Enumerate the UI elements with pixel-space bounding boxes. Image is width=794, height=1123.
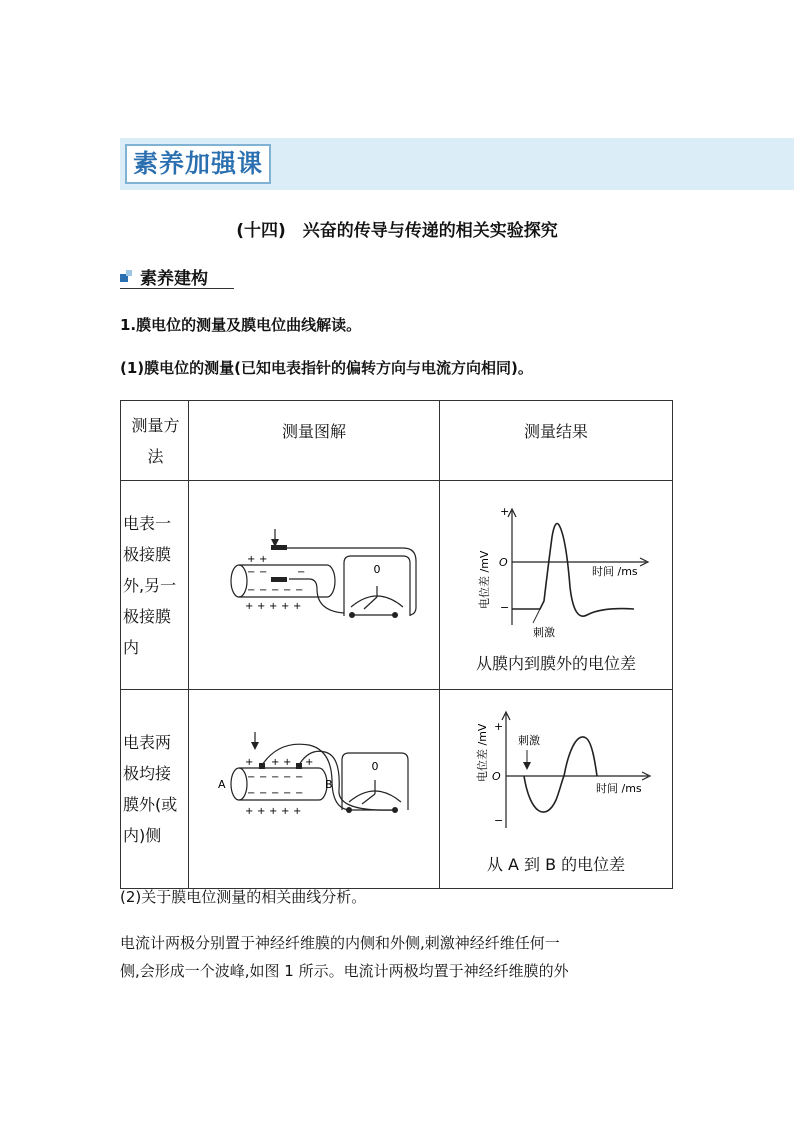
meter-terminal-left: [346, 807, 352, 813]
meter-terminal-left: [349, 612, 355, 618]
outside-plus: +: [257, 601, 266, 612]
inside-minus: −: [271, 772, 280, 783]
fiber-right-end: [327, 565, 335, 597]
body-line: 侧,会形成一个波峰,如图 1 所示。电流计两极均置于神经纤维膜的外: [120, 962, 569, 980]
row2-result-caption: 从 A 到 B 的电位差: [486, 854, 626, 874]
inside-minus: −: [259, 788, 268, 799]
heading-1-2: (2)关于膜电位测量的相关曲线分析。: [120, 888, 367, 906]
inside-minus: −: [259, 585, 268, 596]
y-minus: −: [494, 813, 504, 827]
outside-plus: +: [257, 806, 266, 817]
method-line: 电表一: [123, 513, 172, 533]
outside-plus: +: [305, 757, 314, 768]
stimulus-label: 刺激: [518, 733, 540, 747]
table-row: [121, 481, 673, 690]
row1-result-cell: [440, 481, 673, 690]
header-diagram: 测量图解: [189, 401, 440, 481]
method-line: 外,另一: [123, 575, 177, 595]
inside-minus: −: [259, 772, 268, 783]
biphasic-curve: [524, 736, 597, 811]
y-axis-label: 电位差 /mV: [476, 723, 489, 782]
electrode-inside: [271, 577, 287, 582]
meter-pointer: [364, 597, 377, 609]
header-method-line: 法: [147, 446, 164, 466]
inside-minus: −: [295, 585, 304, 596]
x-axis-label: 时间 /ms: [596, 781, 642, 795]
label-b: B: [325, 778, 333, 791]
inside-minus: −: [283, 772, 292, 783]
outside-plus: +: [283, 757, 292, 768]
meter-zero-label: 0: [373, 563, 381, 576]
banner-label-box: [125, 144, 271, 184]
method-line: 极接膜: [123, 606, 172, 626]
method-line: 电表两: [123, 733, 172, 752]
inside-minus: −: [259, 567, 268, 578]
electrode-b: [296, 763, 302, 769]
y-plus: +: [500, 504, 510, 518]
outside-plus: +: [269, 806, 278, 817]
nerve-fiber-diagram-inside-outside: [189, 481, 439, 685]
inside-minus: −: [247, 788, 256, 799]
stimulus-arrow-head: [523, 762, 531, 770]
row2-result-cell: [440, 690, 673, 889]
heading-1: 1.膜电位的测量及膜电位曲线解读。: [120, 316, 362, 334]
origin-label: O: [499, 555, 508, 569]
outside-plus: +: [293, 806, 302, 817]
method-line: 膜外(或: [123, 795, 178, 814]
y-minus: −: [500, 600, 510, 614]
outside-plus: +: [247, 554, 256, 565]
fiber-left-end: [231, 565, 247, 597]
inside-minus: −: [271, 788, 280, 799]
wire-b: [299, 751, 395, 810]
section-square-icon: [120, 270, 132, 282]
y-plus: +: [494, 719, 504, 733]
section-label: 素养建构: [140, 269, 208, 289]
row1-method: [121, 481, 189, 690]
lesson-banner: [120, 138, 794, 190]
method-line: 内: [123, 637, 140, 657]
header-result: 测量结果: [440, 401, 673, 481]
inside-minus: −: [283, 585, 292, 596]
electrode-outside: [271, 545, 287, 550]
meter-terminal-right: [392, 612, 398, 618]
page-title: (十四) 兴奋的传导与传递的相关实验探究: [236, 221, 558, 241]
row1-diagram-cell: [189, 481, 440, 690]
measurement-table: [120, 400, 673, 889]
origin-label: O: [492, 769, 501, 783]
nerve-fiber-diagram-both-outside: [189, 690, 439, 884]
inside-minus: −: [247, 772, 256, 783]
stimulus-arrow-head: [251, 742, 259, 750]
method-line: 极接膜: [123, 544, 172, 564]
stimulus-pointer: [533, 609, 540, 623]
meter-zero-label: 0: [371, 760, 379, 773]
wire-outer: [284, 548, 416, 615]
inside-minus: −: [295, 772, 304, 783]
row1-result-caption: 从膜内到膜外的电位差: [475, 653, 636, 673]
y-axis-label: 电位差 /mV: [478, 550, 491, 609]
inside-minus: −: [297, 567, 306, 578]
outside-plus: +: [281, 601, 290, 612]
fiber-left-end: [231, 768, 247, 800]
action-potential-graph: [442, 497, 672, 647]
outside-plus: +: [293, 601, 302, 612]
outside-plus: +: [245, 601, 254, 612]
electrode-a: [259, 763, 265, 769]
method-line: 极均接: [123, 764, 172, 783]
row2-method: [121, 690, 189, 889]
biphasic-potential-graph: [442, 704, 672, 844]
body-line: 电流计两极分别置于神经纤维膜的内侧和外侧,刺激神经纤维任何一: [120, 934, 560, 952]
table-header-row: [121, 401, 673, 481]
outside-plus: +: [281, 806, 290, 817]
section-heading: [120, 264, 234, 289]
inside-minus: −: [247, 585, 256, 596]
outside-plus: +: [271, 757, 280, 768]
outside-plus: +: [245, 806, 254, 817]
outside-plus: +: [269, 601, 278, 612]
header-method: [121, 401, 189, 481]
label-a: A: [218, 778, 226, 791]
inside-minus: −: [271, 585, 280, 596]
method-line: 内)侧: [123, 826, 162, 845]
x-axis-label: 时间 /ms: [592, 564, 638, 578]
heading-1-1: (1)膜电位的测量(已知电表指针的偏转方向与电流方向相同)。: [120, 359, 533, 377]
meter-pointer: [362, 794, 375, 804]
row2-diagram-cell: [189, 690, 440, 889]
inside-minus: −: [247, 567, 256, 578]
outside-plus: +: [245, 757, 254, 768]
banner-label: 素养加强课: [133, 149, 264, 178]
inside-minus: −: [283, 788, 292, 799]
stimulus-label: 刺激: [533, 625, 555, 639]
table-row: [121, 690, 673, 889]
header-method-line: 测量方: [131, 415, 180, 435]
meter-terminal-right: [392, 807, 398, 813]
inside-minus: −: [295, 788, 304, 799]
outside-plus: +: [259, 554, 268, 565]
